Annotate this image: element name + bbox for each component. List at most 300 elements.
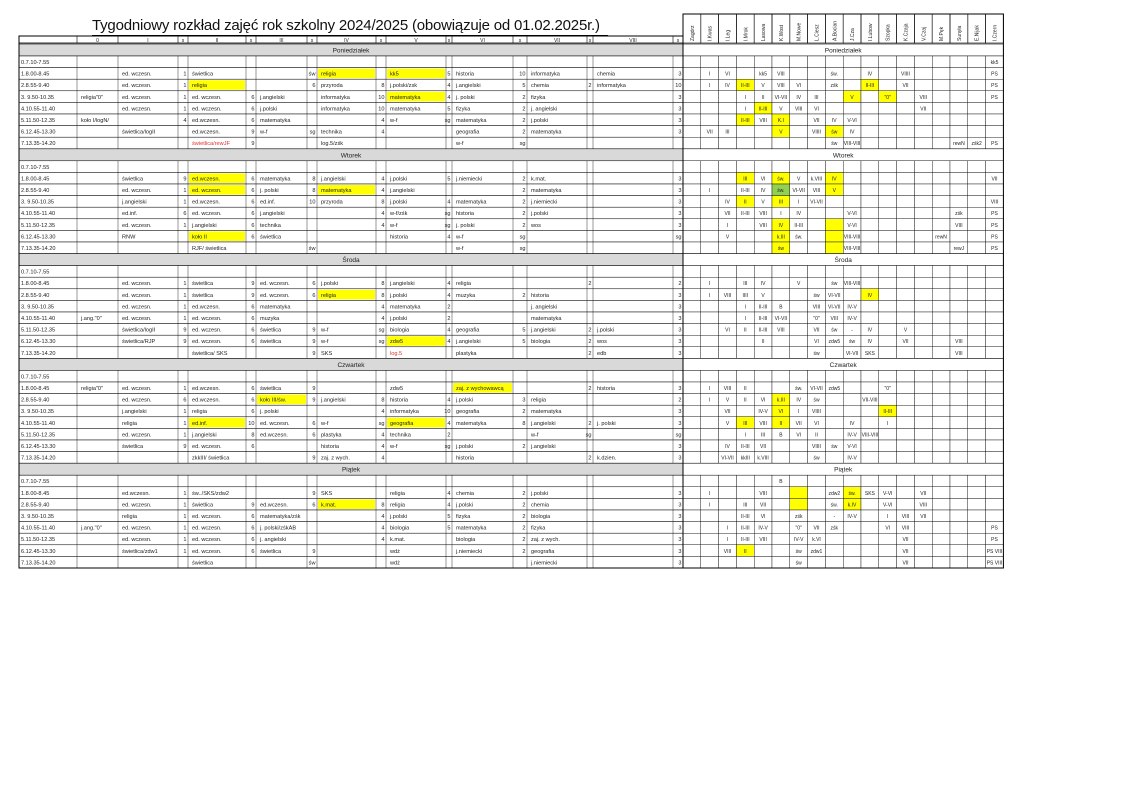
teacher-cell (932, 172, 950, 184)
teacher-class: PS (991, 83, 998, 90)
teacher-class: V (832, 188, 836, 194)
teacher-cell (825, 207, 843, 219)
lesson-cell: 2 (522, 537, 526, 544)
lesson-time: 4.10.55-11.40 (21, 525, 56, 532)
teacher-class: V (725, 234, 730, 241)
teacher-class: V (779, 106, 783, 113)
lesson-time: 7.13.35-14.20 (21, 560, 56, 567)
lesson-cell: ed. wczesn. (260, 281, 290, 288)
teacher-class: VIII (812, 188, 821, 194)
lesson-cell: 1 (183, 292, 187, 299)
teacher-cell (914, 312, 932, 324)
teacher-class: VII (920, 490, 927, 497)
teacher-cell (932, 207, 950, 219)
teacher-class: IV (796, 94, 802, 101)
lesson-time: 6.12.45-13.30 (21, 444, 56, 450)
lesson-cell: j.angielski (260, 94, 285, 101)
teacher-class: II-III (740, 211, 750, 218)
teacher-cell (897, 172, 915, 184)
teacher-cell (968, 79, 986, 91)
lesson-cell: j.angielski (456, 339, 481, 346)
lesson-time: 3. 9.50-10.35 (21, 409, 54, 416)
teacher-class: zdw1 (810, 548, 823, 555)
lesson-cell: 1 (183, 188, 187, 194)
teacher-class: III (725, 129, 730, 136)
room-number: 3 (678, 199, 682, 206)
room-number: 2 (678, 281, 682, 288)
teacher-class: św. (777, 188, 785, 194)
teacher-cell (932, 114, 950, 126)
teacher-cell (914, 522, 932, 534)
teacher-cell (719, 475, 737, 487)
lesson-row (19, 56, 683, 68)
lesson-cell: 2 (522, 176, 526, 183)
teacher-cell (808, 219, 826, 231)
teacher-cell (754, 382, 772, 394)
lesson-cell: 8 (522, 420, 526, 427)
lesson-cell: przyroda (321, 83, 343, 90)
teacher-cell (701, 370, 719, 382)
teacher-class: VI (725, 327, 730, 334)
teacher-class: V (725, 397, 730, 404)
teacher-cell (914, 300, 932, 312)
lesson-cell: j. angielski (531, 304, 558, 311)
lesson-cell: j.angielski (531, 444, 556, 450)
lesson-cell: ed.wczesn. (192, 199, 220, 206)
lesson-cell: religia (531, 397, 546, 404)
teacher-cell (736, 475, 754, 487)
room-number: 3 (678, 129, 682, 136)
lesson-cell: świetlica (192, 502, 214, 509)
teacher-cell (986, 114, 1004, 126)
lesson-cell: 4 (381, 188, 385, 194)
lesson-row (19, 347, 683, 359)
teacher-class: VIII (723, 292, 732, 299)
lesson-cell: 5 (522, 83, 526, 90)
lesson-cell: 4 (381, 176, 385, 183)
lesson-cell: ed.wczesn. (192, 386, 220, 392)
lesson-cell: j.polski/zsk (390, 83, 418, 90)
column-header-label: s (588, 38, 592, 44)
teacher-class: II (815, 432, 818, 439)
teacher-class: IV-V (847, 304, 857, 311)
lesson-cell: j.polski (390, 176, 408, 183)
lesson-cell: 1 (183, 537, 187, 544)
teacher-cell (808, 207, 826, 219)
teacher-cell (968, 510, 986, 522)
teacher-class: VIII (759, 537, 767, 544)
teacher-cell (719, 428, 737, 440)
teacher-class: IV (760, 281, 766, 288)
lesson-cell: ed. wczesn. (122, 316, 152, 322)
teacher-class: I (744, 316, 746, 322)
lesson-cell: 2 (522, 188, 526, 194)
lesson-cell: j.polski (597, 327, 615, 334)
lesson-cell: w-f (390, 118, 398, 124)
teacher-cell (701, 137, 719, 149)
lesson-cell: zaj. z wychowawcą (456, 386, 504, 392)
teacher-class: VIII (812, 304, 821, 311)
lesson-cell: 6 (183, 397, 187, 404)
lesson-cell: ed. wczesn. (122, 525, 152, 532)
teacher-cell (808, 475, 826, 487)
teacher-cell (897, 428, 915, 440)
teacher-cell (843, 161, 861, 173)
teacher-cell (879, 440, 897, 452)
teacher-class: V (761, 199, 765, 206)
lesson-cell: matematyka (390, 304, 421, 311)
teacher-cell (986, 417, 1004, 429)
teacher-cell (914, 277, 932, 289)
teacher-cell (914, 207, 932, 219)
lesson-cell: ed.inf. (192, 420, 208, 427)
teacher-class: IV (831, 176, 837, 183)
teacher-cell (843, 184, 861, 196)
teacher-cell (879, 475, 897, 487)
column-header-label: I (147, 38, 149, 44)
lesson-cell: ed.inf. (260, 199, 276, 206)
lesson-cell: j.angielski (456, 83, 481, 90)
room-number: 3 (678, 304, 682, 311)
lesson-cell: 5 (447, 176, 451, 183)
lesson-cell: j.polski (531, 490, 549, 497)
teacher-class: VI-VII (774, 94, 788, 101)
lesson-cell: ed. wczesn. (122, 432, 152, 439)
lesson-cell: zkkIII/ świetlica (192, 455, 230, 462)
lesson-cell: matematyka (260, 118, 291, 124)
lesson-cell: 8 (381, 199, 385, 206)
lesson-cell: 2 (588, 386, 592, 392)
lesson-row (19, 522, 683, 534)
teacher-cell (843, 68, 861, 80)
lesson-cell: 4 (447, 502, 451, 509)
lesson-cell: j.niemiecki (531, 199, 558, 206)
teacher-cell (879, 242, 897, 254)
lesson-cell: religia (321, 292, 336, 299)
teacher-cell (950, 79, 968, 91)
lesson-cell: k.mat. (531, 176, 547, 183)
teacher-cell (861, 300, 879, 312)
lesson-cell: 1 (183, 222, 187, 229)
teacher-cell (897, 370, 915, 382)
teacher-class: VIII (919, 502, 928, 509)
lesson-cell: 2 (522, 211, 526, 218)
lesson-cell: j. angielski (531, 106, 558, 113)
lesson-cell: j.angielski (321, 176, 346, 183)
teacher-class: rewN (935, 234, 947, 241)
teacher-class: VI (814, 106, 819, 113)
teacher-class: św. (795, 234, 803, 241)
lesson-time: 6.12.45-13.30 (21, 129, 56, 136)
lesson-cell: j.polski (456, 502, 474, 509)
teacher-name: Lasowa (761, 23, 768, 41)
teacher-cell (701, 428, 719, 440)
lesson-cell: 1 (183, 71, 187, 78)
teacher-cell (790, 452, 808, 464)
teacher-cell (754, 347, 772, 359)
lesson-cell: 6 (251, 444, 255, 450)
teacher-class: I (709, 188, 711, 194)
teacher-cell (683, 137, 701, 149)
teacher-cell (701, 347, 719, 359)
teacher-cell (772, 382, 790, 394)
teacher-cell (683, 487, 701, 499)
lesson-cell: ed. wczesn. (192, 339, 222, 346)
lesson-cell: technika (321, 129, 342, 136)
lesson-cell: log.5 (390, 350, 403, 357)
teacher-cell (968, 114, 986, 126)
teacher-cell (897, 266, 915, 278)
lesson-cell: 10 (444, 409, 451, 416)
teacher-cell (843, 556, 861, 568)
teacher-cell (968, 382, 986, 394)
teacher-cell (914, 394, 932, 406)
column-header-label: s (379, 38, 383, 44)
teacher-class: VI-VII (828, 292, 841, 299)
teacher-class: VII (795, 420, 802, 427)
teacher-cell (986, 277, 1004, 289)
room-number: 3 (678, 444, 682, 450)
teacher-cell (701, 405, 719, 417)
day-name-right: Środa (834, 257, 852, 265)
teacher-cell (914, 126, 932, 138)
teacher-cell (772, 370, 790, 382)
teacher-cell (701, 219, 719, 231)
teacher-cell (719, 102, 737, 114)
lesson-row (19, 370, 683, 382)
lesson-cell: przyroda (321, 199, 343, 206)
teacher-cell (825, 452, 843, 464)
lesson-cell: j.angielski (390, 188, 415, 194)
lesson-cell: j.angielski (321, 397, 346, 404)
lesson-cell: 1 (183, 432, 187, 439)
teacher-cell (879, 312, 897, 324)
lesson-cell: 4 (381, 316, 385, 322)
teacher-cell (879, 370, 897, 382)
lesson-time: 5.11.50-12.35 (21, 432, 56, 439)
teacher-cell (879, 172, 897, 184)
teacher-class: zśk2 (971, 141, 982, 148)
teacher-cell (683, 417, 701, 429)
lesson-time: 4.10.55-11.40 (21, 106, 56, 113)
teacher-cell (897, 347, 915, 359)
lesson-time: 0.7.10-7.55 (21, 374, 50, 381)
teacher-class: IV-V (847, 455, 857, 462)
lesson-cell: 10 (378, 106, 385, 113)
teacher-class: II-III (740, 514, 750, 520)
teacher-class: VI-VII (845, 350, 859, 357)
teacher-class: VIII-VIII (843, 281, 861, 288)
lesson-time: 0.7.10-7.55 (21, 269, 50, 276)
teacher-cell (950, 230, 968, 242)
lesson-cell: 1 (183, 514, 187, 520)
teacher-cell (986, 510, 1004, 522)
teacher-class: IV (725, 199, 730, 206)
lesson-cell: j. polski (260, 188, 279, 194)
room-number: 3 (678, 386, 682, 392)
lesson-cell: 8 (381, 502, 385, 509)
lesson-cell: 8 (381, 281, 385, 288)
lesson-cell: ed. wczesn. (192, 188, 222, 194)
teacher-class: III (743, 420, 748, 427)
room-number: sg (675, 432, 682, 439)
teacher-cell (736, 161, 754, 173)
lesson-cell: ed. wczesn. (192, 327, 222, 334)
teacher-cell (683, 475, 701, 487)
lesson-cell: św (308, 71, 316, 78)
lesson-cell: 6 (251, 188, 255, 194)
lesson-cell: 1 (183, 502, 187, 509)
teacher-cell (701, 91, 719, 103)
teacher-name: K.Czaja (903, 23, 910, 41)
lesson-time: 6.12.45-13.30 (21, 234, 56, 241)
column-header-label: III (279, 38, 284, 44)
teacher-cell (932, 556, 950, 568)
lesson-cell: koło I/logN/ (81, 118, 109, 124)
teacher-cell (683, 277, 701, 289)
teacher-class: św (831, 129, 838, 136)
teacher-class: "0" (884, 94, 891, 101)
lesson-cell: j.polski (390, 514, 408, 520)
lesson-cell: św (308, 246, 316, 252)
teacher-cell (861, 475, 879, 487)
teacher-cell (968, 91, 986, 103)
teacher-cell (825, 545, 843, 557)
teacher-cell (932, 428, 950, 440)
teacher-cell (968, 394, 986, 406)
teacher-name: A.Bocian (832, 20, 839, 41)
lesson-cell: edb (597, 350, 607, 357)
teacher-cell (719, 266, 737, 278)
teacher-cell (914, 452, 932, 464)
teacher-cell (808, 277, 826, 289)
teacher-class: "0" (795, 525, 802, 532)
lesson-cell: 4 (447, 234, 451, 241)
teacher-cell (932, 266, 950, 278)
teacher-cell (683, 68, 701, 80)
teacher-cell (986, 452, 1004, 464)
day-name: Czwartek (337, 361, 365, 369)
teacher-cell (808, 230, 826, 242)
teacher-class: PS (991, 525, 998, 532)
teacher-cell (754, 370, 772, 382)
lesson-cell: 4 (381, 129, 385, 136)
lesson-cell: 6 (251, 211, 255, 218)
lesson-cell: chemia (531, 83, 550, 90)
room-number: 3 (678, 409, 682, 416)
teacher-class: IV (867, 327, 873, 334)
lesson-cell: 9 (312, 350, 316, 357)
teacher-class: II (743, 199, 747, 206)
lesson-cell: 4 (447, 327, 451, 334)
teacher-class: - (851, 327, 853, 334)
teacher-cell (825, 370, 843, 382)
lesson-cell: sg (444, 211, 451, 218)
column-header-label: VI (480, 38, 485, 44)
teacher-class: k.VIII (810, 176, 823, 183)
teacher-class: I (798, 199, 800, 206)
lesson-cell: 6 (251, 222, 255, 229)
teacher-class: II (743, 386, 747, 392)
lesson-cell: ed.wczesn. (122, 490, 150, 497)
teacher-class: VII (760, 444, 767, 450)
teacher-cell (790, 487, 808, 499)
lesson-cell: 6 (251, 525, 255, 532)
lesson-cell: świetlica (122, 176, 144, 183)
teacher-cell (701, 417, 719, 429)
teacher-cell (950, 102, 968, 114)
teacher-class: VI (760, 514, 766, 520)
teacher-cell (879, 300, 897, 312)
teacher-cell (861, 102, 879, 114)
lesson-cell: historia (390, 234, 409, 241)
teacher-class: SKS (864, 350, 875, 357)
teacher-cell (932, 382, 950, 394)
teacher-class: V-VI (847, 211, 857, 218)
lesson-time: 7.13.35-14.20 (21, 141, 56, 148)
lesson-cell: sg (519, 234, 526, 241)
teacher-class: IV (849, 420, 855, 427)
lesson-cell: świetlica/zdw1 (122, 548, 158, 555)
teacher-cell (861, 545, 879, 557)
lesson-cell: 9 (251, 502, 255, 509)
lesson-cell: 2 (588, 327, 592, 334)
lesson-cell: 2 (522, 118, 526, 124)
teacher-cell (986, 266, 1004, 278)
lesson-cell: ed. wczesn. (260, 292, 290, 299)
teacher-class: św. (830, 71, 838, 78)
teacher-cell (843, 533, 861, 545)
lesson-cell: świetlica (260, 548, 282, 555)
column-header-label: VIII (629, 38, 637, 44)
lesson-cell: 4 (447, 292, 451, 299)
lesson-cell: zaj. z wych. (321, 455, 350, 462)
lesson-cell: ed. wczesn. (192, 106, 222, 113)
teacher-class: VI (760, 397, 766, 404)
teacher-cell (736, 68, 754, 80)
teacher-cell (825, 230, 843, 242)
lesson-cell: ed. wczesn. (192, 211, 222, 218)
lesson-cell: koło III/św. (260, 397, 287, 404)
teacher-cell (790, 126, 808, 138)
teacher-cell (683, 510, 701, 522)
lesson-cell: wdż (390, 548, 400, 555)
teacher-class: VI (725, 71, 730, 78)
teacher-cell (736, 266, 754, 278)
teacher-cell (843, 405, 861, 417)
teacher-class: II-III (865, 83, 875, 90)
room-number: 3 (678, 350, 682, 357)
teacher-cell (879, 230, 897, 242)
lesson-cell: j.angielski (531, 327, 556, 334)
lesson-cell: 6 (251, 316, 255, 322)
lesson-cell: ed.wczesn. (192, 129, 220, 136)
lesson-cell: sg (585, 432, 592, 439)
teacher-cell (879, 324, 897, 336)
teacher-cell (808, 137, 826, 149)
teacher-cell (790, 370, 808, 382)
lesson-cell: ed. wczesn. (192, 94, 222, 101)
lesson-cell: 6 (251, 327, 255, 334)
teacher-cell (701, 300, 719, 312)
lesson-row (19, 510, 683, 522)
teacher-cell (825, 242, 843, 254)
teacher-class: VIII (955, 350, 963, 357)
lesson-cell: biologia (390, 525, 410, 532)
teacher-class: V-VI (847, 222, 857, 229)
teacher-cell (950, 522, 968, 534)
teacher-cell (968, 428, 986, 440)
